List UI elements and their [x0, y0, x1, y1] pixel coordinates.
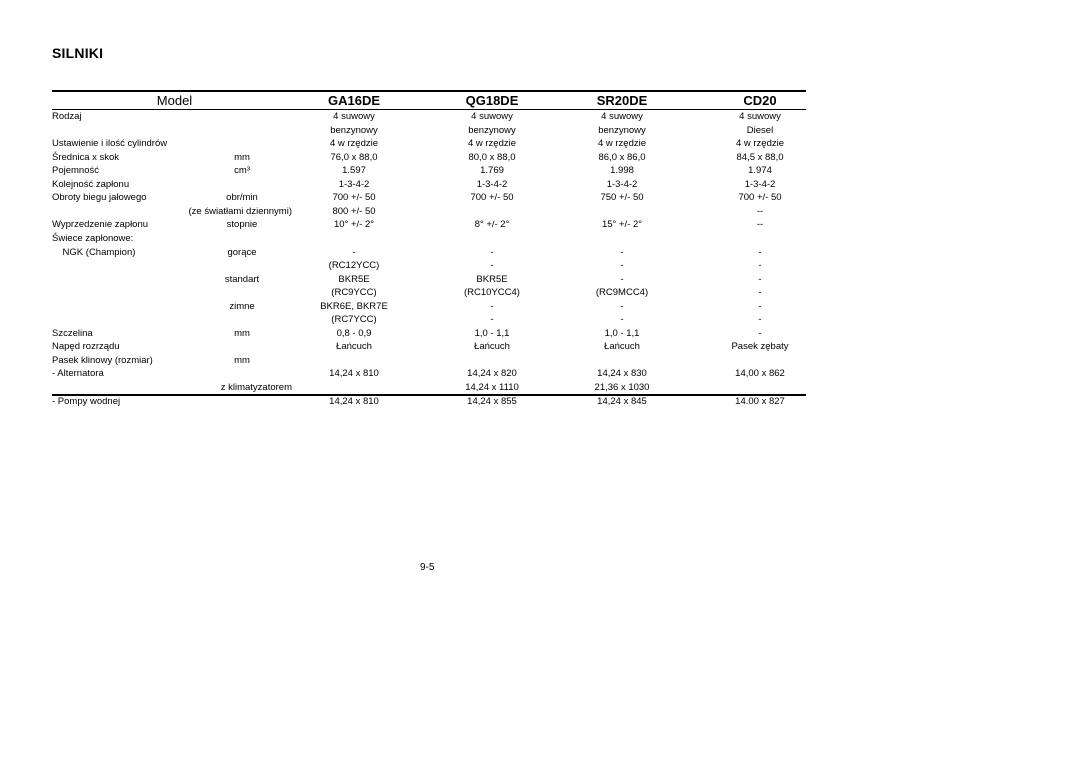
table-cell: benzynowy	[330, 124, 378, 136]
page-title: SILNIKI	[52, 45, 104, 61]
engine-spec-table	[52, 90, 806, 407]
table-cell: (RC9MCC4)	[595, 287, 649, 299]
row-unit: stopnie	[226, 219, 258, 231]
table-row	[52, 313, 806, 326]
table-cell: -	[758, 327, 762, 339]
row-label: - Alternatora	[52, 368, 104, 380]
table-cell: -	[758, 246, 762, 258]
table-cell: -	[490, 300, 494, 312]
table-cell: 14,24 x 1110	[465, 382, 519, 393]
table-row	[52, 367, 806, 380]
table-row	[52, 327, 806, 340]
table-cell: 1-3-4-2	[338, 178, 370, 190]
table-cell: -	[490, 260, 494, 272]
table-cell: BKR6E, BKR7E	[320, 300, 388, 312]
table-row	[52, 124, 806, 137]
row-label: Świece zapłonowe:	[52, 232, 134, 244]
table-cell: 14,24 x 810	[329, 368, 379, 380]
table-cell: -	[620, 273, 624, 285]
table-row	[52, 246, 806, 259]
table-cell: Pasek zębaty	[731, 341, 789, 353]
table-cell: -	[620, 314, 624, 326]
table-cell: 800 +/- 50	[332, 205, 376, 217]
table-cell: 4 suwowy	[601, 111, 643, 122]
row-label: Kolejność zapłonu	[52, 178, 130, 190]
row-unit: gorące	[227, 246, 257, 258]
table-cell: 700 +/- 50	[332, 192, 376, 204]
row-label: - Pompy wodnej	[52, 395, 121, 407]
table-row	[52, 191, 806, 204]
table-cell: 4 w rzędzie	[467, 138, 517, 150]
table-row	[52, 381, 806, 394]
table-cell: Łańcuch	[474, 341, 510, 353]
table-row	[52, 137, 806, 150]
table-cell: 1-3-4-2	[606, 178, 638, 190]
row-label: Ustawienie i ilość cylindrów	[52, 138, 168, 150]
row-label: Średnica x skok	[52, 151, 120, 163]
table-cell: (RC12YCC)	[328, 260, 380, 272]
table-cell: 14,24 x 845	[597, 395, 647, 407]
row-label: Pasek klinowy (rozmiar)	[52, 354, 153, 366]
table-cell: (RC7YCC)	[331, 314, 377, 326]
table-cell: Diesel	[746, 124, 774, 136]
table-cell: -	[758, 260, 762, 272]
table-cell: 14,24 x 855	[467, 395, 517, 407]
row-unit: mm	[234, 327, 250, 339]
table-body	[52, 110, 806, 407]
table-cell: -	[620, 260, 624, 272]
row-unit: obr/min	[226, 192, 258, 204]
table-cell: 8° +/- 2°	[474, 219, 510, 231]
table-cell: -	[352, 246, 356, 258]
table-cell: benzynowy	[598, 124, 646, 136]
table-cell: 4 suwowy	[471, 111, 513, 122]
row-unit: mm	[234, 151, 250, 163]
table-row	[52, 286, 806, 299]
table-row	[52, 395, 806, 408]
table-cell: 1,0 - 1,1	[604, 327, 640, 339]
table-row	[52, 164, 806, 177]
table-row	[52, 178, 806, 191]
table-cell: -	[758, 287, 762, 299]
table-cell: 4 suwowy	[333, 111, 375, 122]
row-label: NGK (Champion)	[52, 246, 136, 258]
row-unit: cm³	[234, 165, 250, 177]
table-cell: Łańcuch	[604, 341, 640, 353]
table-cell: 1,0 - 1,1	[474, 327, 510, 339]
table-cell: 4 suwowy	[739, 111, 781, 122]
row-label: Wyprzedzenie zapłonu	[52, 219, 149, 231]
table-cell: 1.998	[610, 165, 634, 177]
table-cell: 14.00 x 827	[735, 395, 785, 407]
table-row	[52, 300, 806, 313]
table-cell: Łańcuch	[336, 341, 372, 353]
table-cell: 1-3-4-2	[744, 178, 776, 190]
row-label: Pojemność	[52, 165, 99, 177]
table-cell: (RC10YCC4)	[464, 287, 520, 299]
table-cell: -	[758, 300, 762, 312]
table-cell: 700 +/- 50	[738, 192, 782, 204]
table-cell: 1.769	[480, 165, 504, 177]
table-row	[52, 273, 806, 286]
table-cell: 700 +/- 50	[470, 192, 514, 204]
table-cell: 14,24 x 830	[597, 368, 647, 380]
header-col-cd20: CD20	[743, 93, 777, 108]
page-number: 9-5	[420, 562, 435, 573]
table-cell: BKR5E	[338, 273, 370, 285]
table-cell: 84,5 x 88,0	[736, 151, 784, 163]
table-row	[52, 354, 806, 367]
table-cell: -	[620, 246, 624, 258]
table-row	[52, 232, 806, 245]
table-header-row	[52, 92, 806, 109]
table-row	[52, 340, 806, 353]
row-unit: standart	[224, 273, 260, 285]
table-cell: -	[758, 273, 762, 285]
table-cell: -	[490, 314, 494, 326]
row-label: Rodzaj	[52, 111, 82, 122]
row-label: Napęd rozrządu	[52, 341, 120, 353]
table-row	[52, 151, 806, 164]
table-cell: 21,36 x 1030	[594, 382, 650, 393]
table-cell: 14,24 x 810	[329, 395, 379, 407]
header-col-ga16de: GA16DE	[327, 93, 381, 108]
table-cell: 1.974	[748, 165, 772, 177]
row-unit: (ze światłami dziennymi)	[188, 205, 292, 217]
header-model-label: Model	[156, 93, 193, 108]
table-row	[52, 110, 806, 123]
row-unit: mm	[234, 354, 250, 366]
table-cell: BKR5E	[476, 273, 508, 285]
table-cell: (RC9YCC)	[331, 287, 377, 299]
table-row	[52, 259, 806, 272]
table-cell: 0,8 - 0,9	[336, 327, 372, 339]
row-label: Obroty biegu jałowego	[52, 192, 147, 204]
table-cell: -	[620, 300, 624, 312]
table-cell: 15° +/- 2°	[601, 219, 643, 231]
table-cell: --	[756, 205, 764, 217]
table-cell: -	[758, 314, 762, 326]
table-cell: 750 +/- 50	[600, 192, 644, 204]
table-cell: 1.597	[342, 165, 366, 177]
table-cell: 80,0 x 88,0	[468, 151, 516, 163]
table-row	[52, 205, 806, 218]
table-cell: --	[756, 219, 764, 231]
row-unit: zimne	[229, 300, 255, 312]
row-label: Szczelina	[52, 327, 93, 339]
table-cell: 4 w rzędzie	[597, 138, 647, 150]
table-cell: -	[490, 246, 494, 258]
header-col-sr20de: SR20DE	[596, 93, 648, 108]
table-row	[52, 218, 806, 231]
table-cell: 10° +/- 2°	[333, 219, 375, 231]
row-unit: z klimatyzatorem	[220, 382, 292, 393]
table-cell: 76,0 x 88,0	[330, 151, 378, 163]
table-cell: 4 w rzędzie	[329, 138, 379, 150]
table-cell: 1-3-4-2	[476, 178, 508, 190]
table-cell: 14,00 x 862	[735, 368, 785, 380]
header-col-qg18de: QG18DE	[465, 93, 519, 108]
table-cell: 4 w rzędzie	[735, 138, 785, 150]
table-cell: 86,0 x 86,0	[598, 151, 646, 163]
table-cell: benzynowy	[468, 124, 516, 136]
table-cell: 14,24 x 820	[467, 368, 517, 380]
